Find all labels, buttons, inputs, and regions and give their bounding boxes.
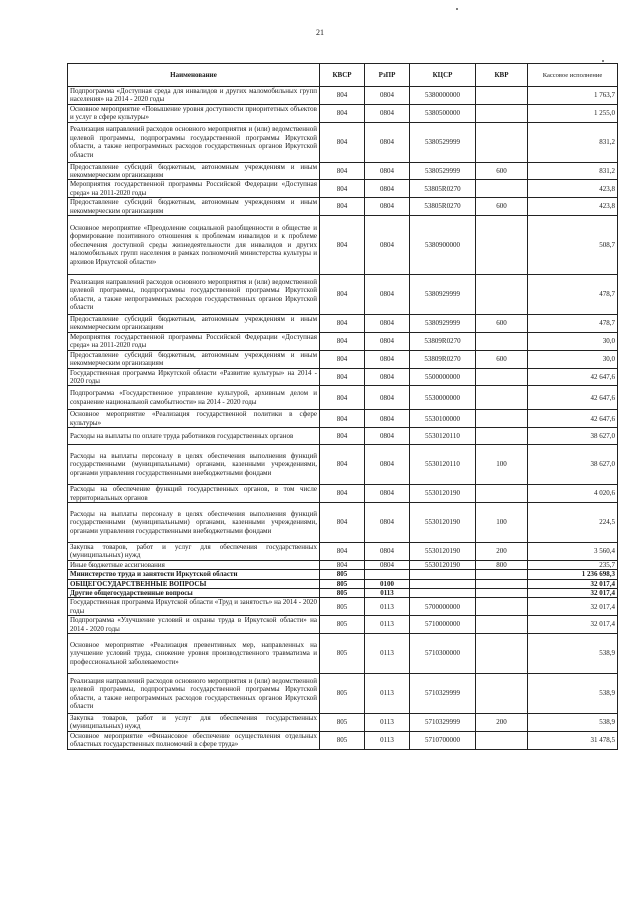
cell-rzpr: 0804 bbox=[365, 275, 410, 315]
cell-kcsr: 5530120110 bbox=[410, 445, 476, 485]
cell-kvsr: 805 bbox=[320, 588, 365, 597]
cell-name: Расходы на выплаты персоналу в целях обеспечения выполнения функций государственными (муниципальными) органами, казенными учреждениями, органами управления государственными внебюджетными фондами bbox=[68, 502, 320, 542]
cell-kvr bbox=[476, 616, 528, 634]
cell-kvr bbox=[476, 598, 528, 616]
cell-kvr: 600 bbox=[476, 162, 528, 180]
cell-name: Министерство труда и занятости Иркутской области bbox=[68, 570, 320, 579]
cell-name: Мероприятия государственной программы Российской Федерации «Доступная среда» на 2011-2020 годы bbox=[68, 332, 320, 350]
cell-rzpr: 0804 bbox=[365, 542, 410, 560]
cell-kvsr: 805 bbox=[320, 579, 365, 588]
cell-rzpr: 0804 bbox=[365, 350, 410, 368]
table-row bbox=[68, 714, 618, 732]
table-row bbox=[68, 616, 618, 634]
scan-speck bbox=[456, 8, 458, 10]
cell-rzpr: 0804 bbox=[365, 315, 410, 333]
cell-name: Расходы на выплаты по оплате труда работников государственных органов bbox=[68, 428, 320, 445]
cell-exec: 42 647,6 bbox=[528, 410, 618, 428]
cell-rzpr: 0804 bbox=[365, 87, 410, 105]
cell-exec: 42 647,6 bbox=[528, 368, 618, 386]
cell-kcsr: 5530120190 bbox=[410, 560, 476, 569]
cell-rzpr: 0804 bbox=[365, 445, 410, 485]
cell-name: Подпрограмма «Государственное управление культурой, архивным делом и сохранение национальной самобытности» на 2014 - 2020 годы bbox=[68, 386, 320, 410]
cell-rzpr: 0804 bbox=[365, 386, 410, 410]
cell-exec: 30,0 bbox=[528, 350, 618, 368]
cell-rzpr: 0804 bbox=[365, 502, 410, 542]
header-kvr: КВР bbox=[476, 64, 528, 87]
cell-kvsr: 805 bbox=[320, 731, 365, 749]
cell-kvsr: 804 bbox=[320, 445, 365, 485]
table-row bbox=[68, 386, 618, 410]
table-row bbox=[68, 315, 618, 333]
cell-name: Мероприятия государственной программы Российской Федерации «Доступная среда» на 2011-2020 годы bbox=[68, 180, 320, 198]
table-row bbox=[68, 368, 618, 386]
budget-execution-table bbox=[67, 63, 618, 750]
cell-kvsr: 804 bbox=[320, 410, 365, 428]
cell-rzpr: 0804 bbox=[365, 162, 410, 180]
table-row bbox=[68, 87, 618, 105]
cell-kcsr: 5710329999 bbox=[410, 714, 476, 732]
cell-kvr bbox=[476, 216, 528, 275]
cell-rzpr: 0113 bbox=[365, 588, 410, 597]
cell-name: Подпрограмма «Улучшение условий и охраны труда в Иркутской области» на 2014 - 2020 годы bbox=[68, 616, 320, 634]
cell-name: Реализация направлений расходов основного мероприятия и (или) ведомственной целевой программы, подпрограммы государственной программы Иркутской области, а также непрограммных расходов государственных органов Иркутской области bbox=[68, 122, 320, 162]
cell-exec: 32 017,4 bbox=[528, 588, 618, 597]
cell-kvsr: 804 bbox=[320, 560, 365, 569]
cell-kvr bbox=[476, 570, 528, 579]
cell-kcsr: 5710700000 bbox=[410, 731, 476, 749]
cell-kcsr: 5710300000 bbox=[410, 634, 476, 674]
cell-kvsr: 804 bbox=[320, 428, 365, 445]
cell-rzpr: 0113 bbox=[365, 616, 410, 634]
cell-kcsr: 5530120110 bbox=[410, 428, 476, 445]
cell-kvsr: 804 bbox=[320, 122, 365, 162]
cell-kvr bbox=[476, 410, 528, 428]
cell-kcsr: 5530120190 bbox=[410, 502, 476, 542]
cell-exec: 538,9 bbox=[528, 674, 618, 714]
header-name: Наименование bbox=[68, 64, 320, 87]
cell-kcsr: 5500000000 bbox=[410, 368, 476, 386]
cell-exec: 42 647,6 bbox=[528, 386, 618, 410]
cell-kvr bbox=[476, 332, 528, 350]
cell-rzpr: 0804 bbox=[365, 410, 410, 428]
cell-rzpr: 0113 bbox=[365, 598, 410, 616]
cell-name: Реализация направлений расходов основного мероприятия и (или) ведомственной целевой программы, подпрограммы государственной программы Иркутской области, а также непрограммных расходов государственных органов Иркутской области bbox=[68, 275, 320, 315]
cell-kvr bbox=[476, 275, 528, 315]
table-row bbox=[68, 428, 618, 445]
header-rzpr: РзПР bbox=[365, 64, 410, 87]
cell-rzpr: 0804 bbox=[365, 560, 410, 569]
cell-name: Предоставление субсидий бюджетным, автономным учреждениям и иным некоммерческим организациям bbox=[68, 350, 320, 368]
cell-kcsr: 5710000000 bbox=[410, 616, 476, 634]
cell-rzpr: 0804 bbox=[365, 485, 410, 503]
cell-kvsr: 804 bbox=[320, 542, 365, 560]
table-header-row bbox=[68, 64, 618, 87]
cell-kvsr: 804 bbox=[320, 502, 365, 542]
cell-kcsr: 53809R0270 bbox=[410, 332, 476, 350]
cell-rzpr: 0804 bbox=[365, 122, 410, 162]
cell-kvr bbox=[476, 122, 528, 162]
scan-speck bbox=[602, 60, 604, 62]
cell-exec: 538,9 bbox=[528, 634, 618, 674]
cell-kvr: 200 bbox=[476, 714, 528, 732]
table-row bbox=[68, 502, 618, 542]
table-row bbox=[68, 410, 618, 428]
cell-kvsr: 804 bbox=[320, 332, 365, 350]
cell-kvsr: 804 bbox=[320, 198, 365, 216]
cell-name: Предоставление субсидий бюджетным, автономным учреждениям и иным некоммерческим организациям bbox=[68, 315, 320, 333]
table-row bbox=[68, 560, 618, 569]
cell-name: Предоставление субсидий бюджетным, автономным учреждениям и иным некоммерческим организациям bbox=[68, 198, 320, 216]
cell-kcsr: 5530000000 bbox=[410, 386, 476, 410]
cell-exec: 1 236 698,3 bbox=[528, 570, 618, 579]
cell-kvr bbox=[476, 588, 528, 597]
cell-kvsr: 804 bbox=[320, 350, 365, 368]
table-row bbox=[68, 731, 618, 749]
cell-name: Основное мероприятие «Реализация превентивных мер, направленных на улучшение условий труда, снижение уровня производственного травматизма и профессиональной заболеваемости» bbox=[68, 634, 320, 674]
cell-kcsr bbox=[410, 588, 476, 597]
cell-name: Подпрограмма «Доступная среда для инвалидов и других маломобильных групп населения» на 2014 - 2020 годы bbox=[68, 87, 320, 105]
cell-rzpr: 0804 bbox=[365, 104, 410, 122]
cell-exec: 538,9 bbox=[528, 714, 618, 732]
cell-exec: 38 627,0 bbox=[528, 445, 618, 485]
cell-name: Иные бюджетные ассигнования bbox=[68, 560, 320, 569]
table-row bbox=[68, 122, 618, 162]
cell-name: Другие общегосударственные вопросы bbox=[68, 588, 320, 597]
cell-kvr: 200 bbox=[476, 542, 528, 560]
cell-name: Государственная программа Иркутской области «Развитие культуры» на 2014 - 2020 годы bbox=[68, 368, 320, 386]
cell-kvr bbox=[476, 180, 528, 198]
cell-name: Основное мероприятие «Реализация государственной политики в сфере культуры» bbox=[68, 410, 320, 428]
table-body bbox=[68, 87, 618, 750]
cell-kvr bbox=[476, 485, 528, 503]
cell-kcsr: 5380900000 bbox=[410, 216, 476, 275]
table-row bbox=[68, 332, 618, 350]
cell-exec: 32 017,4 bbox=[528, 616, 618, 634]
cell-kvr: 100 bbox=[476, 445, 528, 485]
cell-kcsr: 53805R0270 bbox=[410, 180, 476, 198]
page-number: 21 bbox=[316, 28, 324, 37]
table-row bbox=[68, 634, 618, 674]
cell-name: Закупка товаров, работ и услуг для обеспечения государственных (муниципальных) нужд bbox=[68, 542, 320, 560]
cell-kvsr: 804 bbox=[320, 87, 365, 105]
cell-kcsr: 5530120190 bbox=[410, 485, 476, 503]
cell-kvr: 600 bbox=[476, 350, 528, 368]
cell-rzpr: 0804 bbox=[365, 216, 410, 275]
cell-kvr bbox=[476, 674, 528, 714]
cell-kvr: 100 bbox=[476, 502, 528, 542]
cell-rzpr: 0804 bbox=[365, 180, 410, 198]
cell-name: Предоставление субсидий бюджетным, автономным учреждениям и иным некоммерческим организациям bbox=[68, 162, 320, 180]
cell-kvr bbox=[476, 368, 528, 386]
cell-kvsr: 804 bbox=[320, 275, 365, 315]
table-row bbox=[68, 485, 618, 503]
cell-kvr bbox=[476, 634, 528, 674]
cell-kvsr: 805 bbox=[320, 714, 365, 732]
cell-kvsr: 804 bbox=[320, 368, 365, 386]
cell-kcsr: 53809R0270 bbox=[410, 350, 476, 368]
table-row bbox=[68, 350, 618, 368]
cell-kcsr: 5380500000 bbox=[410, 104, 476, 122]
table-row bbox=[68, 588, 618, 597]
cell-kcsr bbox=[410, 579, 476, 588]
header-exec: Кассовое исполнение bbox=[528, 64, 618, 87]
cell-kvsr: 805 bbox=[320, 570, 365, 579]
cell-kcsr: 5700000000 bbox=[410, 598, 476, 616]
cell-exec: 423,8 bbox=[528, 180, 618, 198]
cell-exec: 3 560,4 bbox=[528, 542, 618, 560]
cell-kvr bbox=[476, 579, 528, 588]
cell-name: Основное мероприятие «Повышение уровня доступности приоритетных объектов и услуг в сфере культуры» bbox=[68, 104, 320, 122]
cell-kvr: 600 bbox=[476, 198, 528, 216]
cell-exec: 31 478,5 bbox=[528, 731, 618, 749]
cell-kvsr: 805 bbox=[320, 616, 365, 634]
table-row bbox=[68, 104, 618, 122]
cell-rzpr: 0804 bbox=[365, 368, 410, 386]
table-row bbox=[68, 579, 618, 588]
cell-kvr bbox=[476, 386, 528, 410]
cell-name: Государственная программа Иркутской области «Труд и занятость» на 2014 - 2020 годы bbox=[68, 598, 320, 616]
cell-kvsr: 804 bbox=[320, 216, 365, 275]
cell-kvsr: 804 bbox=[320, 315, 365, 333]
cell-rzpr: 0100 bbox=[365, 579, 410, 588]
cell-kvsr: 804 bbox=[320, 104, 365, 122]
table-row bbox=[68, 598, 618, 616]
cell-exec: 4 020,6 bbox=[528, 485, 618, 503]
cell-name: Основное мероприятие «Финансовое обеспечение осуществления отдельных областных государственных полномочий в сфере труда» bbox=[68, 731, 320, 749]
cell-rzpr: 0113 bbox=[365, 731, 410, 749]
cell-kvsr: 804 bbox=[320, 485, 365, 503]
cell-kvr bbox=[476, 731, 528, 749]
cell-kcsr: 5380929999 bbox=[410, 275, 476, 315]
cell-kvr: 800 bbox=[476, 560, 528, 569]
cell-exec: 1 255,0 bbox=[528, 104, 618, 122]
header-kcsr: КЦСР bbox=[410, 64, 476, 87]
cell-kcsr: 5710329999 bbox=[410, 674, 476, 714]
cell-kvsr: 804 bbox=[320, 180, 365, 198]
cell-kcsr bbox=[410, 570, 476, 579]
cell-name: Закупка товаров, работ и услуг для обеспечения государственных (муниципальных) нужд bbox=[68, 714, 320, 732]
table-row bbox=[68, 198, 618, 216]
cell-kcsr: 53805R0270 bbox=[410, 198, 476, 216]
cell-kcsr: 5380000000 bbox=[410, 87, 476, 105]
cell-name: Расходы на выплаты персоналу в целях обеспечения выполнения функций государственными (муниципальными) органами, казенными учреждениями, органами управления государственными внебюджетными фондами bbox=[68, 445, 320, 485]
table-row bbox=[68, 542, 618, 560]
cell-kcsr: 5530100000 bbox=[410, 410, 476, 428]
cell-kvr bbox=[476, 104, 528, 122]
cell-exec: 38 627,0 bbox=[528, 428, 618, 445]
cell-kvsr: 805 bbox=[320, 598, 365, 616]
cell-exec: 831,2 bbox=[528, 122, 618, 162]
cell-exec: 831,2 bbox=[528, 162, 618, 180]
cell-kvsr: 804 bbox=[320, 162, 365, 180]
cell-exec: 30,0 bbox=[528, 332, 618, 350]
cell-exec: 423,8 bbox=[528, 198, 618, 216]
cell-exec: 224,5 bbox=[528, 502, 618, 542]
cell-name: Основное мероприятие «Преодоление социальной разобщенности в обществе и формирование позитивного отношения к проблемам инвалидов и к проблеме обеспечения доступной среды жизнедеятельности для инвалидов и других маломобильных групп населения в рамках полномочий министерства культуры и архивов Иркутской области» bbox=[68, 216, 320, 275]
cell-kcsr: 5530120190 bbox=[410, 542, 476, 560]
table-row bbox=[68, 180, 618, 198]
cell-exec: 508,7 bbox=[528, 216, 618, 275]
cell-exec: 478,7 bbox=[528, 315, 618, 333]
cell-rzpr bbox=[365, 570, 410, 579]
table-row bbox=[68, 275, 618, 315]
table-row bbox=[68, 570, 618, 579]
header-kvsr: КВСР bbox=[320, 64, 365, 87]
table-row bbox=[68, 162, 618, 180]
table-row bbox=[68, 216, 618, 275]
cell-kvsr: 805 bbox=[320, 634, 365, 674]
cell-kvsr: 805 bbox=[320, 674, 365, 714]
cell-kvsr: 804 bbox=[320, 386, 365, 410]
cell-kvr bbox=[476, 428, 528, 445]
cell-kvr: 600 bbox=[476, 315, 528, 333]
cell-exec: 478,7 bbox=[528, 275, 618, 315]
cell-exec: 1 763,7 bbox=[528, 87, 618, 105]
cell-exec: 235,7 bbox=[528, 560, 618, 569]
cell-rzpr: 0113 bbox=[365, 674, 410, 714]
cell-name: ОБЩЕГОСУДАРСТВЕННЫЕ ВОПРОСЫ bbox=[68, 579, 320, 588]
table-row bbox=[68, 674, 618, 714]
cell-name: Расходы на обеспечение функций государственных органов, в том числе территориальных органов bbox=[68, 485, 320, 503]
cell-kvr bbox=[476, 87, 528, 105]
cell-exec: 32 017,4 bbox=[528, 579, 618, 588]
cell-kcsr: 5380529999 bbox=[410, 162, 476, 180]
cell-kcsr: 5380929999 bbox=[410, 315, 476, 333]
cell-rzpr: 0804 bbox=[365, 428, 410, 445]
cell-exec: 32 017,4 bbox=[528, 598, 618, 616]
cell-rzpr: 0113 bbox=[365, 714, 410, 732]
cell-rzpr: 0113 bbox=[365, 634, 410, 674]
cell-rzpr: 0804 bbox=[365, 198, 410, 216]
cell-rzpr: 0804 bbox=[365, 332, 410, 350]
cell-kcsr: 5380529999 bbox=[410, 122, 476, 162]
cell-name: Реализация направлений расходов основного мероприятия и (или) ведомственной целевой программы, подпрограммы государственной программы Иркутской области, а также непрограммных расходов государственных органов Иркутской области bbox=[68, 674, 320, 714]
table-row bbox=[68, 445, 618, 485]
